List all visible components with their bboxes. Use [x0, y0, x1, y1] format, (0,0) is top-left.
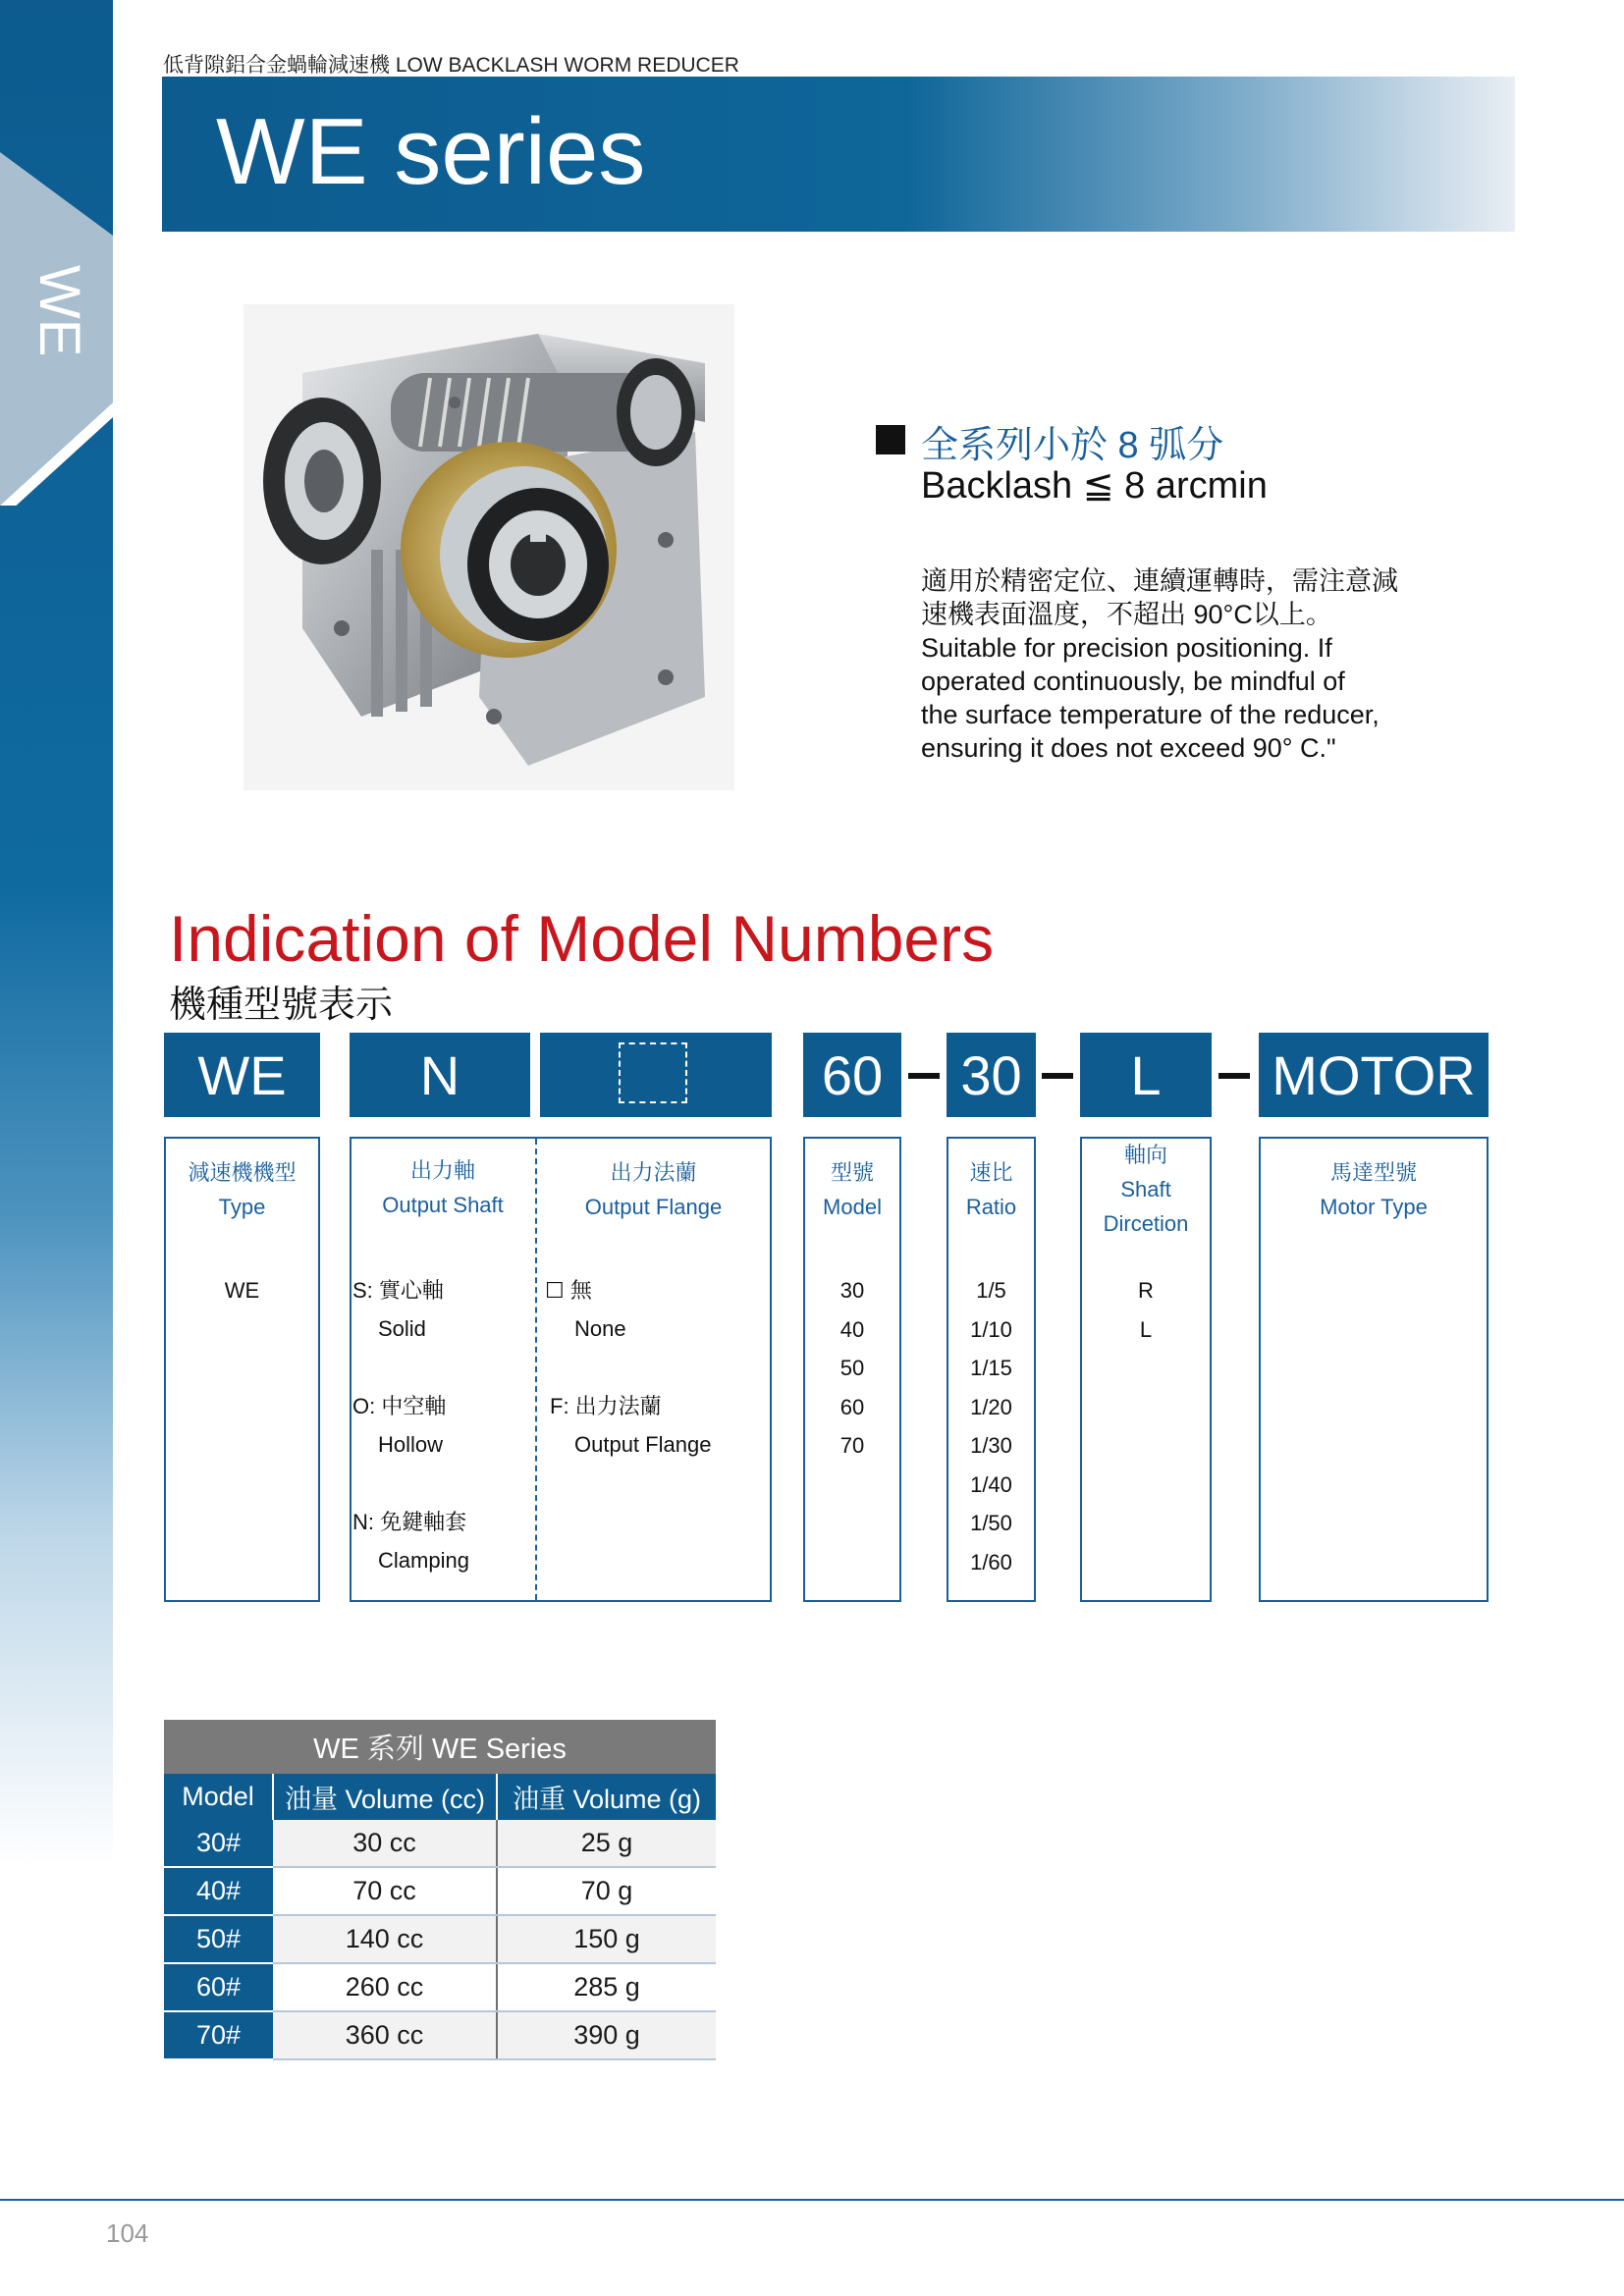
row-model: 50# [164, 1915, 273, 1963]
table-row [164, 1963, 716, 2011]
backlash-en: Backlash ≦ 8 arcmin [921, 465, 1268, 507]
direction-values: R L [1138, 1278, 1154, 1342]
description-line: 適用於精密定位、連續運轉時，需注意減 [921, 566, 1398, 596]
shaft-option-zh: N: 免鍵軸套 [352, 1510, 467, 1534]
page-number: 104 [106, 2218, 149, 2248]
motor-header: 馬達型號 Motor Type [1320, 1160, 1428, 1219]
table-header: 油重 Volume (g) [497, 1774, 716, 1820]
bullet-square-icon [876, 425, 905, 454]
side-label: WE [27, 265, 91, 357]
table-header: 油量 Volume (cc) [273, 1774, 497, 1820]
dash [1218, 1073, 1250, 1079]
model-values: 30 40 50 60 70 [839, 1278, 865, 1458]
code-model: 60 [803, 1033, 901, 1117]
oil-volume-cc: 360 cc [273, 2011, 497, 2059]
oil-weight-g: 25 g [497, 1820, 716, 1867]
indication-subtitle: 機種型號表示 [169, 985, 394, 1026]
ratio-values: 1/5 1/10 1/15 1/20 1/30 1/40 1/50 1/60 [970, 1278, 1012, 1575]
code-ratio: 30 [947, 1033, 1036, 1117]
table-row [164, 1915, 716, 1963]
code-motor: MOTOR [1259, 1033, 1489, 1117]
shaft-option-en: Hollow [378, 1432, 444, 1457]
shaft-option-zh: S: 實心軸 [352, 1278, 444, 1303]
description [921, 564, 1471, 765]
type-value: WE [224, 1278, 260, 1303]
table-row [164, 1820, 716, 1867]
model-header: 型號 Model [823, 1160, 882, 1219]
shaft-option-en: Clamping [378, 1548, 469, 1573]
oil-weight-g: 390 g [497, 2011, 716, 2059]
description-line: the surface temperature of the reducer, [921, 700, 1380, 729]
code-type: WE [164, 1033, 320, 1117]
flange-option-zh: ☐ 無 [545, 1278, 592, 1303]
description-line: 速機表面溫度，不超出 90°C以上。 [921, 600, 1332, 629]
row-model: 30# [164, 1820, 273, 1867]
backlash-zh: 全系列小於 8 弧分 [921, 425, 1224, 466]
code-shaft: N [350, 1033, 530, 1117]
dash [908, 1073, 940, 1079]
flange-option-en: None [574, 1316, 626, 1341]
type-header: 減速機機型 Type [188, 1160, 297, 1219]
oil-volume-cc: 140 cc [273, 1915, 497, 1963]
row-model: 70# [164, 2011, 273, 2059]
ratio-header: 速比 Ratio [965, 1160, 1017, 1219]
code-direction: L [1080, 1033, 1212, 1117]
row-model: 40# [164, 1867, 273, 1915]
oil-weight-g: 150 g [497, 1915, 716, 1963]
oil-volume-table [164, 1720, 716, 2060]
dash [1042, 1073, 1073, 1079]
oil-volume-cc: 260 cc [273, 1963, 497, 2011]
output-flange-header: 出力法蘭 Output Flange [584, 1160, 723, 1219]
direction-header: 軸向 Shaft Dircetion [1103, 1143, 1189, 1236]
flange-option-zh: F: 出力法蘭 [550, 1394, 662, 1418]
flange-placeholder-box [619, 1042, 687, 1103]
oil-volume-cc: 70 cc [273, 1867, 497, 1915]
flange-option-en: Output Flange [574, 1432, 712, 1457]
description-line: operated continuously, be mindful of [921, 667, 1345, 696]
indication-title: Indication of Model Numbers [169, 902, 995, 975]
shaft-option-en: Solid [378, 1316, 426, 1341]
table-caption: WE 系列 WE Series [164, 1720, 716, 1774]
table-row [164, 2011, 716, 2059]
oil-weight-g: 285 g [497, 1963, 716, 2011]
output-shaft-header: 出力軸 Output Shaft [382, 1158, 504, 1217]
shaft-option-zh: O: 中空軸 [352, 1394, 447, 1418]
worm-reducer-image [244, 304, 734, 790]
table-row [164, 1867, 716, 1915]
description-line: ensuring it does not exceed 90° C." [921, 733, 1336, 763]
footer-divider [0, 2199, 1624, 2201]
oil-volume-cc: 30 cc [273, 1820, 497, 1867]
series-title: WE series [216, 99, 646, 204]
row-model: 60# [164, 1963, 273, 2011]
oil-weight-g: 70 g [497, 1867, 716, 1915]
table-header: Model [164, 1774, 273, 1820]
description-line: Suitable for precision positioning. If [921, 633, 1332, 663]
page-subtitle: 低背隙鋁合金蝸輪減速機 LOW BACKLASH WORM REDUCER [163, 54, 739, 77]
